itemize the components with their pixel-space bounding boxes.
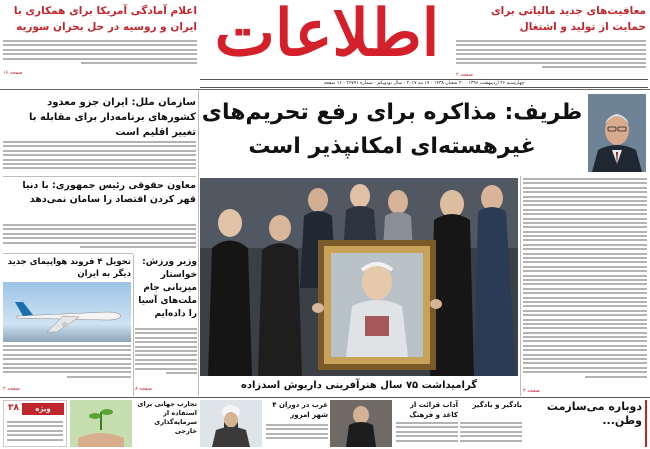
portrait-figure-icon xyxy=(588,94,646,172)
bottom-item-2 xyxy=(460,400,522,447)
top-left-page: صفحه ۱۶ xyxy=(3,70,23,76)
center-body xyxy=(135,328,197,384)
main-page-ref: صفحه ۳ xyxy=(523,388,540,394)
divider xyxy=(0,89,650,90)
bottom-item-3 xyxy=(396,400,458,447)
main-headline: ظریف: مذاکره برای رفع تحریم‌های غیرهسته‌ای امکانپذیر است xyxy=(201,100,583,159)
divider xyxy=(133,254,134,396)
main-photo xyxy=(200,178,518,376)
airplane-photo xyxy=(3,282,131,342)
left-story1-body xyxy=(3,141,196,173)
center-headline: وزیر ورزش: خواستار میزبانی جام ملت‌های آسیا را داده‌ایم xyxy=(138,257,197,319)
divider xyxy=(3,176,196,177)
left-story3-body xyxy=(3,345,131,385)
divider xyxy=(3,253,133,254)
dateline: چهارشنبه ۲۶ اردیبهشت ۱۳۹۶ - ۲۰ شعبان ۱۴۳۸ - ۱۷ مه ۲۰۱۷ - سال نودویکم - شماره ۲۶۷۷۱ - ۱۶ صفحه xyxy=(323,81,525,86)
bottom-cleric-photo xyxy=(200,400,262,447)
bottom-photo-2 xyxy=(330,400,392,447)
top-left-headline: اعلام آمادگی آمریکا برای همکاری با ایران و روسیه در حل بحران سوریه xyxy=(13,5,197,33)
bottom-item-1-text: دوباره می‌سازمت وطن... xyxy=(546,400,642,427)
top-left-body xyxy=(3,40,197,68)
center-page: صفحه ۸ xyxy=(135,386,152,392)
bottom-item-4 xyxy=(266,400,328,447)
bottom-item-2-text: بادگیر و بادگیر xyxy=(472,401,522,409)
top-right-body xyxy=(456,40,646,70)
bottom-hands-photo xyxy=(70,400,132,447)
bottom-item-5 xyxy=(135,400,197,447)
top-right-headline: معافیت‌های جدید مالیاتی برای حمایت از تولید و اشتغال xyxy=(491,5,646,33)
zarif-portrait xyxy=(588,94,646,172)
divider xyxy=(520,176,521,396)
top-right-page: صفحه ۲ xyxy=(456,72,473,78)
bottom-item-6 xyxy=(3,400,67,447)
right-column-text xyxy=(523,178,647,394)
divider xyxy=(198,90,199,396)
bottom-item-6-number: ۳۸ xyxy=(8,403,19,413)
bottom-item-6-badge: ویژه xyxy=(22,403,64,415)
bottom-item-1 xyxy=(524,400,647,447)
bottom-item-5-text: تجارب جهانی برای استفاده از سرمایه‌گذاری خارجی xyxy=(137,400,197,435)
bottom-item-4-text: غرب در دوران ۴ شهر امروز xyxy=(272,401,328,419)
divider xyxy=(0,397,650,398)
airplane-icon xyxy=(3,282,131,342)
left-story3-headline: تحویل ۴ فروند هواپیمای جدید دیگر به ایران xyxy=(7,257,131,279)
bottom-item-3-text: آداب قرائت از کاغذ و فرهنگ xyxy=(409,401,458,419)
left-story1-headline: سازمان ملل: ایران جزو معدود کشورهای برنامه‌دار برای مقابله با تغییر اقلیم است xyxy=(29,97,196,138)
left-col-page: صفحه ۲ xyxy=(3,386,20,392)
main-photo-caption: گرامیداشت ۷۵ سال هنرآفرینی داریوش اسدزاده xyxy=(240,380,478,391)
left-story2-body xyxy=(3,224,196,252)
plant-icon xyxy=(70,400,132,447)
masthead-title: اطلاعات xyxy=(214,0,440,71)
left-story2-headline: معاون حقوقی رئیس جمهوری: با دنیا قهر کردن اقتصاد را سامان نمی‌دهد xyxy=(22,180,196,205)
